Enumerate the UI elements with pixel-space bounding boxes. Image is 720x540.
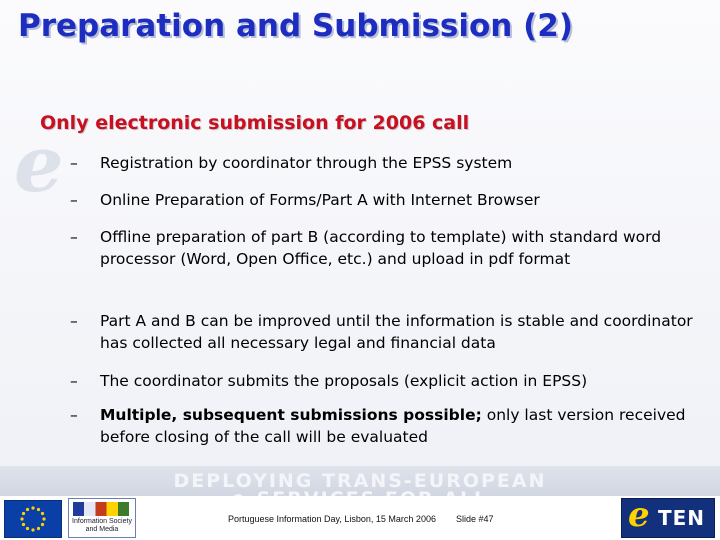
logo-color-bars <box>73 502 129 516</box>
bullet-text: Part A and B can be improved until the information is stable and coordinator has collected all necessary legal and financial data <box>100 312 693 352</box>
bullet-text <box>100 404 695 448</box>
heading-part-2: for 2006 call <box>328 112 470 134</box>
eten-logo-text: TEN <box>658 506 706 530</box>
eten-logo <box>621 495 715 538</box>
bullet-rest-text: only last version received before closing of the call will be evaluated <box>100 406 686 446</box>
bullet-bold-text: Multiple, subsequent submissions possible; <box>100 406 482 424</box>
bullet-text: Online Preparation of Forms/Part A with Internet Browser <box>100 191 540 209</box>
bullet-dash: – <box>70 406 78 424</box>
bullet-dash: – <box>70 372 78 390</box>
bullet-text: Registration by coordinator through the EPSS system <box>100 154 513 172</box>
watermark-line-1: DEPLOYING TRANS-EUROPEAN <box>173 470 547 492</box>
slide-number: Slide #47 <box>456 514 494 524</box>
bullet-dash: – <box>70 154 78 172</box>
section-heading <box>40 112 469 134</box>
bullet-text: Offline preparation of part B (according to template) with standard word processor (Word, Open Office, etc.) and upload in pdf format <box>100 228 662 268</box>
eten-logo-e: e <box>628 495 650 535</box>
slide-title: Preparation and Submission (2) <box>18 8 574 44</box>
heading-part-1: Only electronic submission <box>40 112 329 134</box>
eten-watermark-logo: e <box>14 119 64 210</box>
bullet-text: The coordinator submits the proposals (explicit action in EPSS) <box>100 372 588 390</box>
footer-event-text: Portuguese Information Day, Lisbon, 15 March 2006 <box>228 514 436 524</box>
bullet-dash: – <box>70 228 78 246</box>
bullet-dash: – <box>70 312 78 330</box>
bullet-dash: – <box>70 191 78 209</box>
logo-caption: Information Society and Media <box>72 518 132 533</box>
eu-flag-icon <box>4 500 62 538</box>
information-society-logo <box>68 498 136 538</box>
